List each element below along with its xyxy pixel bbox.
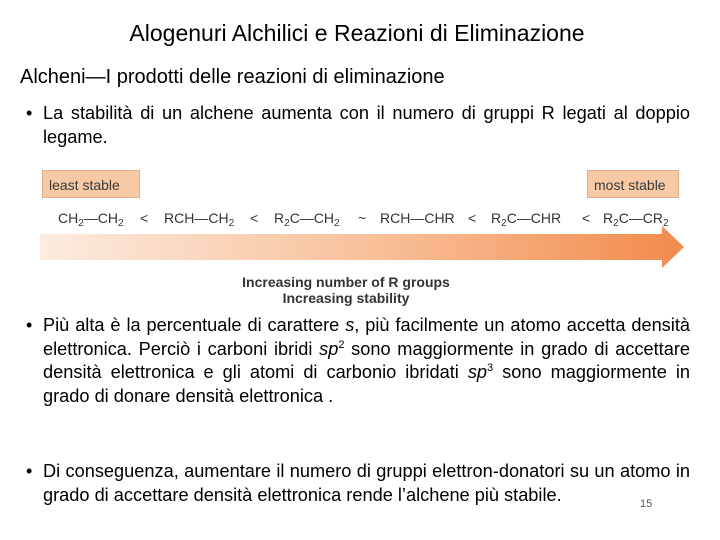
least-stable-label: least stable bbox=[42, 170, 140, 198]
page-number: 15 bbox=[640, 498, 653, 510]
stability-relation: < bbox=[582, 210, 591, 226]
figure-caption-stability: Increasing stability bbox=[282, 290, 410, 306]
bullet-stability bbox=[26, 102, 690, 149]
stability-relation: < bbox=[250, 210, 259, 226]
stability-relation: < bbox=[468, 210, 477, 226]
bullet-marker: • bbox=[26, 103, 33, 123]
figure-caption-r-groups: Increasing number of R groups bbox=[242, 274, 450, 290]
bullet-conclusion bbox=[26, 460, 690, 507]
slide-title: Alogenuri Alchilici e Reazioni di Eliminazione bbox=[129, 20, 585, 46]
bullet-text: La stabilità di un alchene aumenta con il numero di gruppi R legati al doppio legame. bbox=[43, 103, 690, 147]
stability-figure bbox=[36, 168, 686, 308]
stability-relation: ~ bbox=[358, 210, 367, 226]
slide-subtitle: Alcheni—I prodotti delle reazioni di eliminazione bbox=[20, 66, 445, 88]
arrow-shape bbox=[40, 226, 684, 268]
sp-label: sp bbox=[319, 338, 339, 359]
most-stable-label: most stable bbox=[587, 170, 679, 198]
italic-s: s bbox=[345, 315, 355, 335]
alkene-formula: RCH—CHR bbox=[380, 210, 455, 226]
alkene-formula: $R_2C—CHR$ bbox=[491, 210, 562, 229]
stability-relation: < bbox=[140, 210, 149, 226]
bullet-s-character bbox=[26, 314, 690, 408]
alkene-formula: $CH_2—CH_2$ bbox=[58, 210, 124, 229]
bullet-marker: • bbox=[26, 461, 33, 481]
alkene-formula: $R_2C—CH_2$ bbox=[274, 210, 340, 229]
bullet-text: Più alta è la percentuale di carattere s, più facilmente un atomo accetta densità elettronica. Perciò i carboni ibridi $sp^2$ sono maggiormente in grado di accettare densità elettronica e gli atomi di carbonio ibridati $sp^3$ sono maggiormente in grado di donare densità elettronica . bbox=[43, 315, 690, 406]
sp-label: sp bbox=[467, 362, 488, 382]
alkene-formula: $R_2C—CR_2$ bbox=[603, 210, 669, 229]
bullet-text: Di conseguenza, aumentare il numero di gruppi elettron-donatori su un atomo in grado di accettare densità elettronica rende l’alchene più stabile. bbox=[43, 461, 690, 505]
bullet-marker: • bbox=[26, 315, 33, 335]
alkene-formula: $RCH—CH_2$ bbox=[164, 210, 235, 229]
